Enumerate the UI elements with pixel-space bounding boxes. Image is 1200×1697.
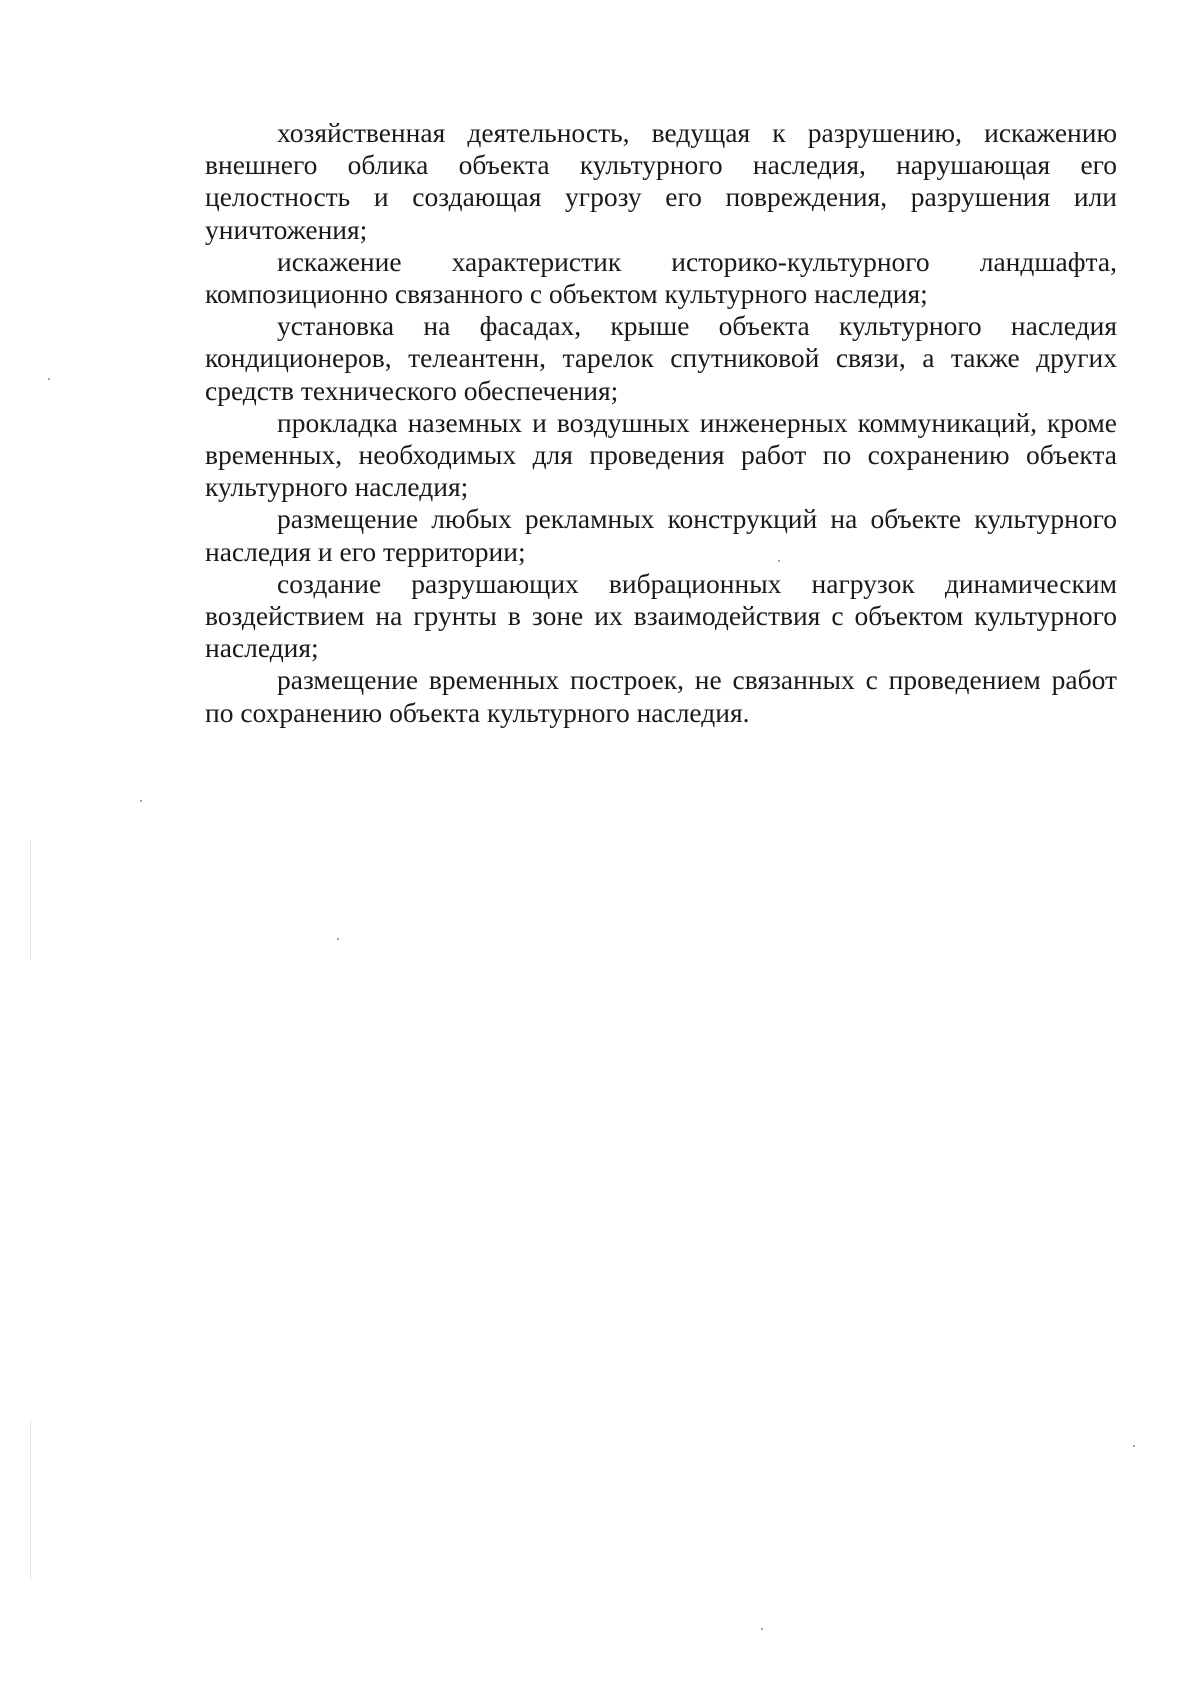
scan-speck: [48, 378, 50, 380]
paragraph-temporary-buildings: размещение временных построек, не связанных с проведением работ по сохранению объекта культурного наследия.: [205, 664, 1117, 728]
scan-edge-mark: [30, 840, 31, 960]
paragraph-advertising-structures: размещение любых рекламных конструкций на объекте культурного наследия и его территории;: [205, 503, 1117, 567]
paragraph-economic-activity: хозяйственная деятельность, ведущая к разрушению, искажению внешнего облика объекта культурного наследия, нарушающая его целостность и создающая угрозу его повреждения, разрушения или уничтожения;: [205, 117, 1117, 245]
paragraph-vibration-loads: создание разрушающих вибрационных нагрузок динамическим воздействием на грунты в зоне их взаимодействия с объектом культурного наследия;: [205, 567, 1117, 664]
paragraph-engineering-communications: прокладка наземных и воздушных инженерных коммуникаций, кроме временных, необходимых для проведения работ по сохранению объекта культурного наследия;: [205, 406, 1117, 503]
document-body: [205, 117, 1117, 729]
scan-speck: [761, 1628, 763, 1630]
scan-speck: [778, 560, 780, 562]
scan-edge-mark: [30, 1420, 31, 1580]
paragraph-facade-equipment: установка на фасадах, крыше объекта культурного наследия кондиционеров, телеантенн, тарелок спутниковой связи, а также других средств технического обеспечения;: [205, 310, 1117, 406]
paragraph-landscape-distortion: искажение характеристик историко-культурного ландшафта, композиционно связанного с объектом культурного наследия;: [205, 245, 1117, 310]
scan-speck: [140, 800, 142, 802]
scan-speck: [1133, 1445, 1135, 1447]
scan-speck: [337, 938, 339, 940]
